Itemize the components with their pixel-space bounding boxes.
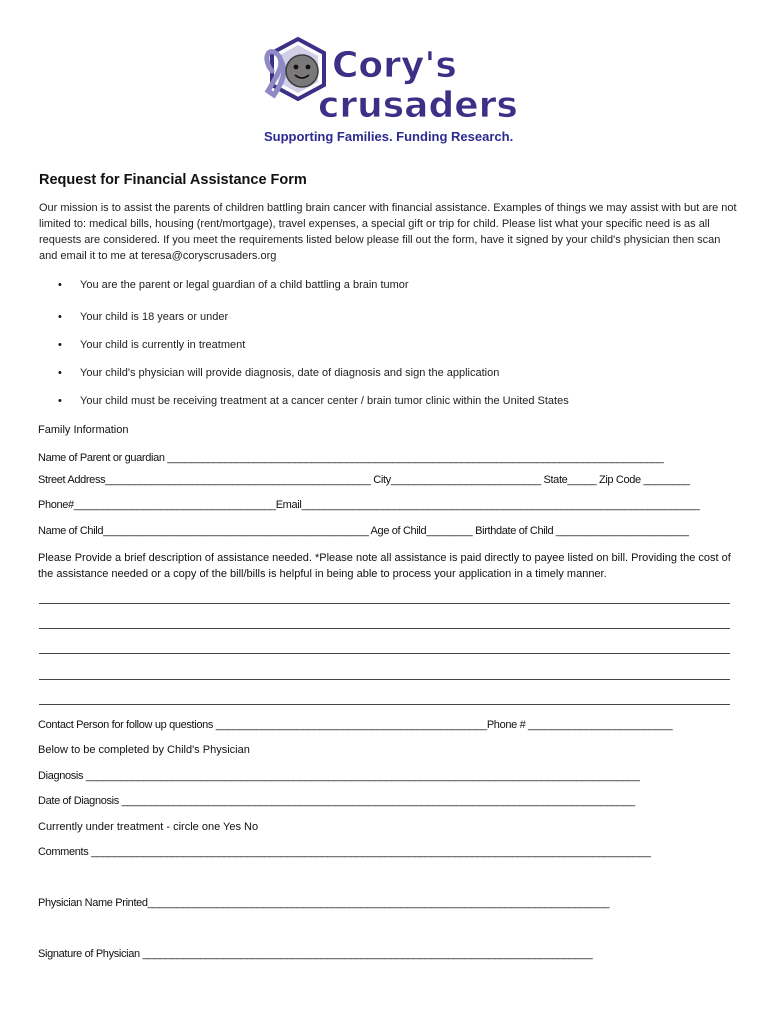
requirement-item: Your child must be receiving treatment at a cancer center / brain tumor clinic within the United States — [80, 395, 569, 407]
description-line[interactable] — [39, 653, 730, 654]
requirement-item: Your child is 18 years or under — [80, 311, 229, 323]
treatment-circle-field[interactable]: Currently under treatment - circle one Yes No — [38, 821, 259, 833]
physician-section-heading: Below to be completed by Child's Physician — [38, 744, 250, 756]
bullet-marker: • — [58, 367, 62, 379]
family-information-heading: Family Information — [38, 424, 129, 436]
parent-name-field[interactable]: Name of Parent or guardian ______________________________________________________________________________________ — [38, 452, 664, 464]
logo-tagline: Supporting Families. Funding Research. — [264, 129, 514, 144]
description-line[interactable] — [39, 679, 730, 680]
logo-name-line1: Cory's — [332, 45, 457, 86]
bullet-marker: • — [58, 339, 62, 351]
assistance-description-prompt: Please Provide a brief description of assistance needed. *Please note all assistance is paid directly to payee listed on bill. Providing the cost of the assistance needed or a copy of the bill/bills is helpful in being able to process your application in a timely manner. — [38, 552, 731, 580]
bullet-marker: • — [58, 279, 62, 291]
requirement-item: You are the parent or legal guardian of a child battling a brain tumor — [80, 279, 409, 291]
mission-paragraph: Our mission is to assist the parents of children battling brain cancer with financial assistance. Examples of things we may assist with but are not limited to: medical bills, housing (rent/mortgage), travel expenses, a special gift or trip for child. Please list what your specific need is as all requests are considered. If you meet the requirements listed below please fill out the form, have it signed by your child's physician then scan and email it to me at teresa@coryscrusaders.org — [39, 202, 737, 262]
address-field[interactable]: Street Address______________________________________________ City__________________________ State_____ Zip Code ________ — [38, 474, 690, 486]
child-info-field[interactable]: Name of Child______________________________________________ Age of Child________ Birthdate of Child _______________________ — [38, 525, 689, 537]
description-line[interactable] — [39, 628, 730, 629]
comments-field[interactable]: Comments _________________________________________________________________________________________________ — [38, 846, 651, 858]
requirement-item: Your child is currently in treatment — [80, 339, 246, 351]
requirement-item: Your child's physician will provide diagnosis, date of diagnosis and sign the application — [80, 367, 500, 379]
description-line[interactable] — [39, 704, 730, 705]
bullet-marker: • — [58, 395, 62, 407]
bullet-marker: • — [58, 311, 62, 323]
diagnosis-field[interactable]: Diagnosis ________________________________________________________________________________________________ — [38, 770, 640, 782]
form-title: Request for Financial Assistance Form — [39, 172, 307, 188]
description-line[interactable] — [39, 603, 730, 604]
physician-name-field[interactable]: Physician Name Printed________________________________________________________________________________ — [38, 897, 610, 909]
logo-name-line2: crusaders — [318, 85, 518, 126]
date-of-diagnosis-field[interactable]: Date of Diagnosis _________________________________________________________________________________________ — [38, 795, 635, 807]
contact-person-field[interactable]: Contact Person for follow up questions _______________________________________________Phone # _________________________ — [38, 719, 673, 731]
phone-email-field[interactable]: Phone#___________________________________Email_____________________________________________________________________ — [38, 499, 700, 511]
physician-signature-field[interactable]: Signature of Physician ______________________________________________________________________________ — [38, 948, 593, 960]
coryscrusaders-logo-graphic — [258, 33, 518, 145]
logo — [258, 33, 518, 145]
